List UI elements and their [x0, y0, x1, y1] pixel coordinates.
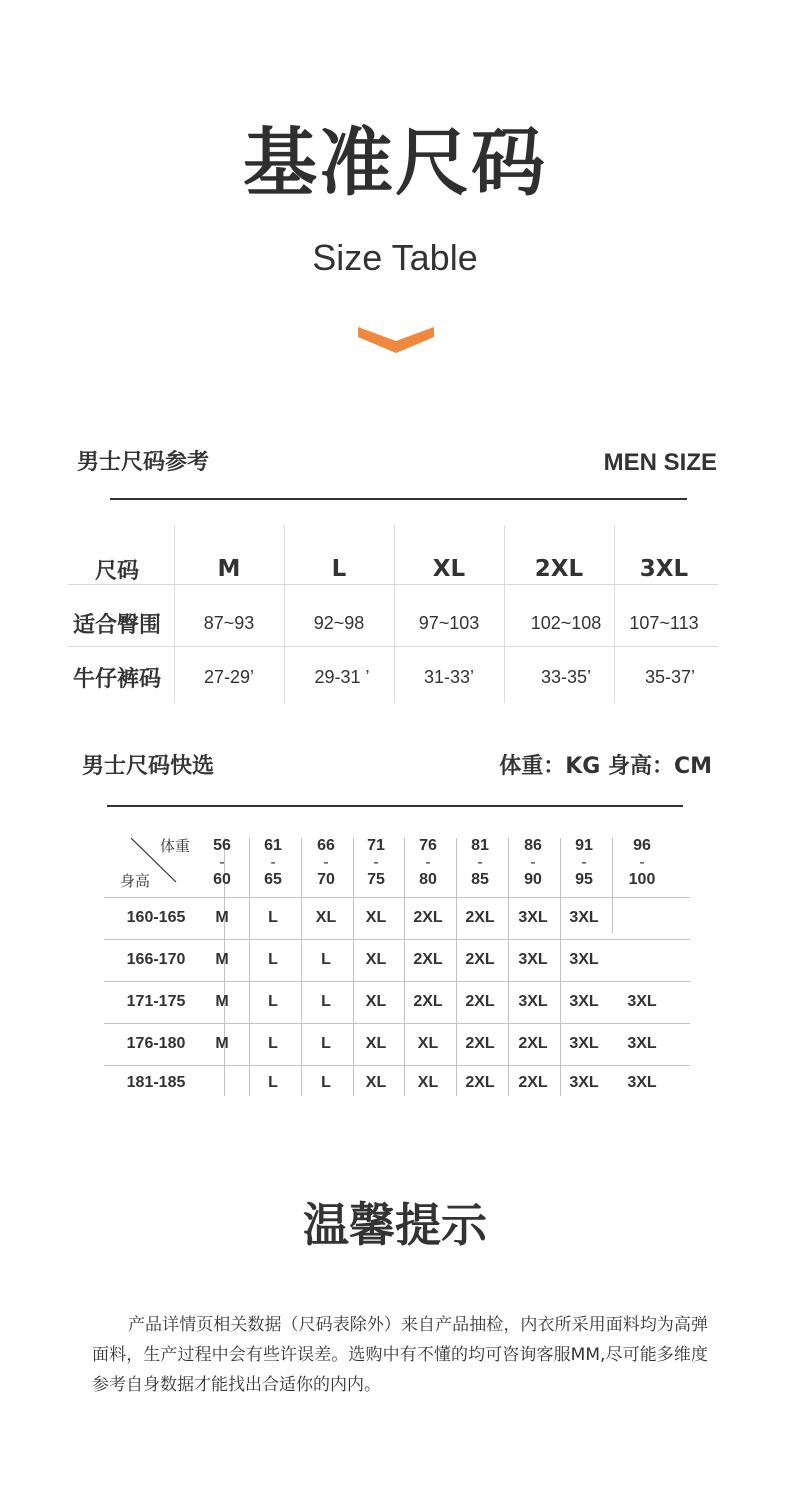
weight-from: 76 [419, 837, 437, 854]
size-recommendation-cell: 2XL [465, 909, 495, 926]
weight-to: 95 [575, 871, 593, 888]
size-recommendation-cell: 2XL [518, 1035, 548, 1052]
size-recommendation-cell: L [321, 1035, 331, 1052]
size-recommendation-cell: XL [315, 909, 337, 926]
size-cell: L [331, 556, 347, 582]
height-range-cell: 171-175 [126, 993, 186, 1010]
height-range-cell: 166-170 [126, 951, 186, 968]
weight-from: 91 [575, 837, 593, 854]
tips-text: 产品详情页相关数据（尺码表除外）来自产品抽检，内衣所采用面料均为高弹面料，生产过程中会有些许误差。选购中有不懂的均可咨询客服MM,尽可能多维度参考自身数据才能找出合适你的内内。 [92, 1315, 708, 1395]
size-recommendation-cell: 3XL [569, 951, 599, 968]
weight-range-header [405, 837, 451, 889]
size-cell: 2XL [534, 556, 584, 582]
size-recommendation-cell: 2XL [413, 951, 443, 968]
weight-to: 80 [419, 871, 437, 888]
size-recommendation-cell: 3XL [518, 993, 548, 1010]
size-cell: M [217, 556, 241, 582]
size-recommendation-cell: 2XL [518, 1074, 548, 1091]
size-recommendation-cell: L [268, 909, 278, 926]
size-recommendation-cell: 2XL [465, 951, 495, 968]
size-recommendation-cell: L [268, 1074, 278, 1091]
size-row [60, 543, 726, 595]
size-recommendation-cell: 3XL [518, 951, 548, 968]
quick-pick-table [104, 833, 690, 1098]
weight-to: 85 [471, 871, 489, 888]
men-size-title-cn: 男士尺码参考 [77, 450, 210, 475]
size-recommendation-cell: L [321, 993, 331, 1010]
size-recommendation-cell: XL [365, 909, 387, 926]
weight-to: 60 [213, 871, 231, 888]
jeans-cell: 35-37’ [644, 666, 696, 687]
quick-pick-units: 体重：KG 身高：CM [499, 754, 712, 779]
size-recommendation-cell: L [268, 1035, 278, 1052]
jeans-cell: 31-33’ [423, 666, 475, 687]
weight-range-header [199, 837, 245, 889]
weight-range-header [250, 837, 296, 889]
weight-sep: - [270, 854, 276, 871]
weight-range-header [510, 837, 556, 889]
weight-from: 81 [471, 837, 489, 854]
size-recommendation-cell [619, 939, 665, 981]
jeans-cell: 29-31 ’ [314, 666, 370, 687]
hip-row [60, 597, 726, 649]
hip-cell: 107~113 [629, 612, 699, 633]
corner-weight-label: 体重 [160, 837, 191, 855]
size-recommendation-cell: XL [365, 1074, 387, 1091]
height-range-cell: 160-165 [126, 909, 186, 926]
height-range-cell: 176-180 [126, 1035, 186, 1052]
height-range-cell: 181-185 [126, 1074, 186, 1091]
weight-range-header [303, 837, 349, 889]
size-recommendation-cell: 2XL [465, 1035, 495, 1052]
quick-pick-title: 男士尺码快选 [82, 754, 215, 779]
size-recommendation-cell: XL [365, 951, 387, 968]
weight-from: 71 [367, 837, 385, 854]
size-recommendation-cell: 2XL [465, 993, 495, 1010]
weight-sep: - [425, 854, 431, 871]
weight-from: 56 [213, 837, 231, 854]
size-recommendation-cell: 3XL [518, 909, 548, 926]
section-divider [107, 805, 683, 807]
size-recommendation-cell: 3XL [627, 1074, 657, 1091]
weight-to: 65 [264, 871, 282, 888]
weight-sep: - [323, 854, 329, 871]
row-label: 尺码 [94, 558, 139, 584]
weight-sep: - [219, 854, 225, 871]
weight-sep: - [581, 854, 587, 871]
size-recommendation-cell: XL [417, 1074, 439, 1091]
size-recommendation-cell: M [215, 951, 229, 968]
weight-sep: - [477, 854, 483, 871]
size-recommendation-cell: 3XL [569, 1074, 599, 1091]
weight-range-header [561, 837, 607, 889]
section-divider [110, 498, 687, 500]
size-recommendation-cell: L [268, 951, 278, 968]
row-label: 适合臀围 [72, 612, 161, 638]
row-label: 牛仔裤码 [72, 666, 161, 692]
men-size-title-en: MEN SIZE [603, 449, 717, 476]
size-cell: XL [432, 556, 466, 582]
weight-range-header [619, 837, 665, 889]
size-recommendation-cell: L [268, 993, 278, 1010]
size-recommendation-cell: M [215, 993, 229, 1010]
men-size-table [60, 525, 726, 705]
hip-cell: 92~98 [313, 612, 365, 633]
column-divider [301, 838, 302, 1096]
weight-sep: - [373, 854, 379, 871]
weight-range-header [353, 837, 399, 889]
weight-from: 61 [264, 837, 282, 854]
size-recommendation-cell [619, 897, 665, 939]
weight-to: 100 [628, 871, 656, 888]
weight-from: 86 [524, 837, 542, 854]
size-recommendation-cell: M [215, 909, 229, 926]
column-divider [612, 838, 613, 933]
size-recommendation-cell: XL [365, 1035, 387, 1052]
chevron-down-icon [358, 323, 434, 353]
size-recommendation-cell: 3XL [569, 909, 599, 926]
column-divider [508, 838, 509, 1096]
weight-sep: - [639, 854, 645, 871]
size-recommendation-cell: 2XL [413, 909, 443, 926]
weight-sep: - [530, 854, 536, 871]
size-cell: 3XL [639, 556, 689, 582]
corner-height-label: 身高 [120, 872, 151, 890]
weight-to: 75 [367, 871, 385, 888]
weight-to: 90 [524, 871, 542, 888]
weight-from: 96 [633, 837, 651, 854]
weight-range-header [457, 837, 503, 889]
page-subtitle: Size Table [312, 237, 478, 278]
jeans-row [60, 651, 726, 703]
size-recommendation-cell: 2XL [413, 993, 443, 1010]
jeans-cell: 33-35’ [540, 666, 592, 687]
size-recommendation-cell: 3XL [569, 993, 599, 1010]
size-recommendation-cell: M [215, 1035, 229, 1052]
weight-from: 66 [317, 837, 335, 854]
size-recommendation-cell: XL [365, 993, 387, 1010]
hip-cell: 102~108 [530, 612, 602, 633]
size-recommendation-cell: 3XL [569, 1035, 599, 1052]
size-recommendation-cell: L [321, 1074, 331, 1091]
size-recommendation-cell: 3XL [627, 993, 657, 1010]
size-recommendation-cell: 3XL [627, 1035, 657, 1052]
hip-cell: 87~93 [203, 612, 255, 633]
size-recommendation-cell [199, 1065, 245, 1101]
size-recommendation-cell: XL [417, 1035, 439, 1052]
hip-cell: 97~103 [418, 612, 480, 633]
weight-to: 70 [317, 871, 335, 888]
tips-title: 温馨提示 [303, 1198, 487, 1252]
page-title: 基准尺码 [243, 120, 547, 206]
jeans-cell: 27-29’ [203, 666, 255, 687]
size-recommendation-cell: L [321, 951, 331, 968]
size-recommendation-cell: 2XL [465, 1074, 495, 1091]
